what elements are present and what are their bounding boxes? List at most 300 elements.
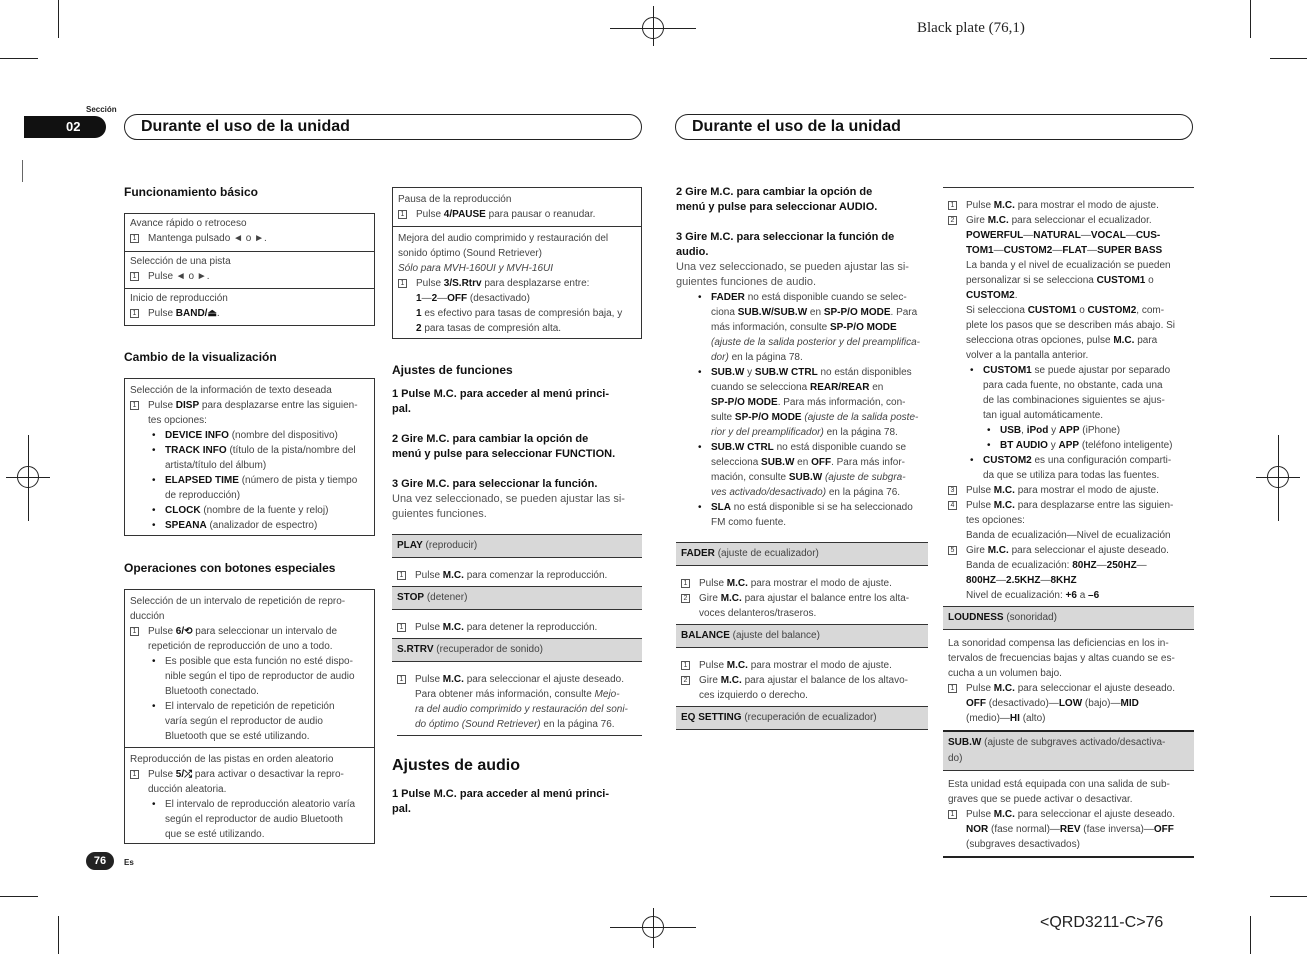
bold-term: 3/S.Rtrv [443, 278, 482, 289]
text-line: Mejo- [594, 689, 620, 700]
play-bar [392, 534, 642, 558]
text-line [676, 440, 928, 455]
page-header-right: Durante el uso de la unidad [675, 114, 1193, 140]
text-line: nible según el tipo de reproductor de audio [165, 671, 355, 682]
bold-term: OFF [811, 457, 832, 468]
step-number-icon: 1 [130, 272, 139, 281]
text-line [948, 807, 1189, 822]
text-line [130, 443, 369, 458]
text-line [397, 717, 642, 732]
text-line: Una vez seleccionado, se pueden ajustar las si- [676, 261, 909, 273]
text-line: — [1096, 560, 1107, 571]
bold-term: M.C. [1113, 335, 1135, 346]
text-line: rior y del preamplificador) [711, 427, 824, 438]
bold-term: NATURAL [1033, 230, 1081, 241]
text-line: dor) [711, 352, 729, 363]
text-line [681, 658, 928, 673]
text-line [681, 591, 928, 606]
text-line: en la página 76. [543, 719, 615, 730]
text-line: — [1023, 230, 1034, 241]
bold-term: REV [1059, 824, 1081, 835]
text-line [130, 654, 369, 669]
box-title: Selección de una pista [130, 256, 231, 267]
bold-term: 2 [416, 323, 422, 334]
text-line [676, 365, 928, 380]
text-line [681, 673, 928, 688]
text-line: (nombre de la fuente y reloj) [203, 505, 329, 516]
text-line: para detener la reproducción. [466, 622, 598, 633]
bold-term: +6 [1065, 590, 1077, 601]
bold-term: FLAT [1062, 245, 1088, 256]
text-line [397, 672, 642, 687]
bold-term: SUPER BASS [1097, 245, 1163, 256]
text-line: no están disponibles [820, 367, 912, 378]
text-line: . [216, 308, 220, 319]
bold-term: M.C. [987, 545, 1009, 556]
text-line: , [1021, 425, 1024, 436]
text-line: ra del audio comprimido y restauración del soni- [415, 704, 628, 715]
basic-operation-box [124, 213, 375, 326]
heading-special-buttons: Operaciones con botones especiales [124, 561, 336, 575]
text-line: — [437, 293, 448, 304]
bold-term: 2 [431, 293, 438, 304]
bold-term: CUSTOM2 [1003, 245, 1053, 256]
text-line [125, 289, 374, 325]
bold-term: CLOCK [165, 505, 201, 516]
text-line [125, 214, 374, 252]
text-line [125, 252, 374, 289]
text-line [943, 771, 1194, 858]
bold-term: PLAY [397, 540, 423, 551]
text-line [948, 453, 1194, 468]
bold-term: BAND/⏏ [175, 308, 217, 319]
text-line: Pulse [416, 278, 442, 289]
registration-circle [642, 17, 664, 39]
text-line [130, 518, 369, 533]
srtrv-bar [392, 638, 642, 662]
column-rule [943, 187, 1194, 188]
text-line: ves activado/desactivado) [711, 487, 827, 498]
text-line: varía según el reproductor de audio [165, 716, 323, 727]
registration-circle [1267, 466, 1289, 488]
text-line: personalizar si se selecciona [966, 275, 1094, 286]
audio-notes [676, 290, 928, 530]
text-line: (desactivado) [469, 293, 530, 304]
text-line: (analizador de espectro) [209, 520, 318, 531]
text-line: para tasas de compresión alta. [424, 323, 562, 334]
bold-term: M.C. [726, 578, 748, 589]
text-line: Bluetooth conectado. [165, 686, 259, 697]
function-intro [392, 492, 625, 522]
text-line [130, 503, 369, 518]
text-line [676, 425, 928, 440]
text-line [393, 188, 641, 227]
text-line: 3 Gire M.C. para seleccionar la función de [676, 231, 895, 243]
bold-term: 250HZ [1106, 560, 1137, 571]
text-line: en [872, 382, 884, 393]
bold-term: 800HZ [966, 575, 997, 586]
bold-term: SP-P/O MODE [823, 307, 891, 318]
step-number-icon: 1 [130, 770, 139, 779]
text-line [130, 231, 369, 246]
crop-mark [58, 916, 59, 954]
eq-setting-bar [676, 706, 928, 730]
crop-mark [1250, 0, 1251, 38]
heading-display-change: Cambio de la visualización [124, 350, 277, 364]
text-line [681, 576, 928, 591]
text-line: Pulse [148, 626, 174, 637]
text-line [130, 699, 369, 714]
text-line: do óptimo (Sound Retriever) [415, 719, 541, 730]
text-line: Pulse [148, 400, 174, 411]
text-line: guientes funciones. [392, 508, 487, 520]
margin-tick [22, 160, 23, 182]
text-line: . Para [890, 307, 918, 318]
text-line: pal. [392, 403, 411, 415]
text-line: según el reproductor de audio Bluetooth [165, 814, 343, 825]
heading-function-settings: Ajustes de funciones [392, 363, 513, 377]
bold-term: TOM1 [966, 245, 994, 256]
text-line: menú y pulse para seleccionar FUNCTION. [392, 448, 616, 460]
text-line: para ajustar el balance de los altavo- [744, 675, 909, 686]
bold-term: SUB.W [761, 457, 795, 468]
bold-term: BT AUDIO [1000, 440, 1048, 451]
text-line: da que se utiliza para todas las fuentes. [983, 470, 1160, 481]
text-line: do) [948, 753, 963, 764]
text-line: — [1087, 245, 1098, 256]
bold-term: APP [1058, 440, 1080, 451]
bold-term: M.C. [442, 674, 464, 685]
text-line: mación, consulte [711, 472, 787, 483]
stop-bar [392, 586, 642, 610]
text-line: . [1014, 290, 1018, 301]
text-line [948, 333, 1194, 348]
text-line: para seleccionar el ajuste deseado. [1017, 809, 1176, 820]
text-line [948, 243, 1194, 258]
audio-step-2 [676, 185, 877, 215]
text-line: para mostrar el modo de ajuste. [750, 660, 892, 671]
step-number-icon: 1 [681, 579, 690, 588]
text-line [948, 696, 1189, 711]
step-number-icon: 2 [681, 594, 690, 603]
text-line: o [1079, 305, 1085, 316]
text-line [397, 672, 642, 736]
step-number-icon: 4 [948, 501, 957, 510]
text-line: El intervalo de repetición de repetición [165, 701, 335, 712]
bold-term: 4/PAUSE [443, 209, 486, 220]
bold-term: SUB.W [788, 472, 823, 483]
text-line: sonido óptimo (Sound Retriever) [398, 248, 542, 259]
text-line: (desactivado)— [988, 698, 1059, 709]
bold-term: SUB.W/SUB.W [737, 307, 808, 318]
text-line: Pulse [148, 308, 174, 319]
text-line [125, 590, 374, 748]
text-line: Esta unidad está equipada con una salida de sub- [948, 779, 1170, 790]
text-line: para cada fuente, no obstante, cada una [983, 380, 1163, 391]
text-line: Gire [699, 593, 718, 604]
bold-term: M.C. [987, 215, 1009, 226]
text-line [130, 473, 369, 488]
text-line [676, 320, 928, 335]
text-line: — [1125, 230, 1136, 241]
text-line: Pulse [415, 570, 441, 581]
text-line: (número de pista y tiempo [241, 475, 358, 486]
bold-term: M.C. [720, 675, 742, 686]
text-line: Bluetooth que se esté utilizando. [165, 731, 310, 742]
section-number-badge: 02 [24, 116, 106, 138]
text-line: 2 Gire M.C. para cambiar la opción de [392, 433, 589, 445]
text-line: no está disponible cuando se selec- [747, 292, 907, 303]
text-line: menú y pulse para seleccionar AUDIO. [676, 201, 878, 213]
bold-term: SUB.W CTRL [711, 442, 774, 453]
text-line: (ajuste de la salida posterior y del preamplifica- [711, 337, 920, 348]
text-line: Pulse [416, 209, 442, 220]
text-line: audio. [676, 246, 709, 258]
text-line: tes opciones: [148, 415, 207, 426]
bold-term: S.RTRV [397, 644, 434, 655]
step-number-icon: 5 [948, 546, 957, 555]
text-line: para seleccionar el ajuste deseado. [466, 674, 625, 685]
text-line: ducción [130, 611, 165, 622]
crop-mark [0, 58, 38, 59]
heading-basic-operation: Funcionamiento básico [124, 185, 259, 199]
text-line: es una configuración comparti- [1034, 455, 1172, 466]
text-line [676, 305, 928, 320]
bold-term: 2.5KHZ [1006, 575, 1041, 586]
playback-box [392, 187, 642, 339]
registration-circle [17, 466, 39, 488]
text-line: . Para más información, con- [777, 397, 906, 408]
text-line: que se esté utilizando. [165, 829, 265, 840]
text-line [676, 350, 928, 365]
text-line: Sólo para MVH-160UI y MVH-16UI [398, 263, 554, 274]
text-line: Mantenga pulsado ◄ o ►. [148, 233, 267, 244]
text-line: (ajuste de subgra- [824, 472, 906, 483]
bold-term: SP-P/O MODE [734, 412, 802, 423]
text-line: Nivel de ecualización: [966, 590, 1063, 601]
bold-term: 1 [416, 308, 422, 319]
text-line: 1 Pulse M.C. para acceder al menú princi- [392, 388, 610, 400]
text-line: La banda y el nivel de ecualización se pueden [966, 260, 1171, 271]
fader-bar [676, 542, 928, 566]
step-number-icon: 2 [681, 676, 690, 685]
text-line: (título de la pista/nombre del [229, 445, 356, 456]
text-line: Banda de ecualización—Nivel de ecualización [966, 530, 1171, 541]
text-line: (recuperación de ecualizador) [744, 712, 877, 723]
text-line: selecciona [711, 457, 759, 468]
bold-term: SUB.W [711, 367, 745, 378]
text-line: (ajuste del balance) [732, 630, 820, 641]
step-number-icon: 1 [398, 210, 407, 219]
text-line: para [1137, 335, 1158, 346]
text-line: (subgraves desactivados) [966, 839, 1080, 850]
text-line: para seleccionar un intervalo de [195, 626, 338, 637]
bold-term: M.C. [993, 200, 1015, 211]
bold-term: 8KHZ [1050, 575, 1077, 586]
text-line: Pulse [699, 660, 725, 671]
text-line: Selección de un intervalo de repetición de repro- [130, 596, 346, 607]
audio-step-1 [392, 787, 609, 817]
text-line: — [1080, 230, 1091, 241]
text-line: Banda de ecualización: [966, 560, 1070, 571]
bold-term: SPEANA [165, 520, 207, 531]
bold-term: APP [1058, 425, 1080, 436]
text-line: (recuperador de sonido) [436, 644, 544, 655]
text-line: para mostrar el modo de ajuste. [1017, 200, 1159, 211]
function-list [392, 534, 642, 736]
bold-term: TRACK INFO [165, 445, 227, 456]
bold-term: CUSTOM1 [1096, 275, 1146, 286]
bold-term: M.C. [993, 485, 1015, 496]
text-line: Selección de la información de texto deseada [130, 385, 332, 396]
text-line [948, 483, 1194, 498]
text-line [398, 291, 636, 306]
bold-term: STOP [397, 592, 425, 603]
box-title: Avance rápido o retroceso [130, 218, 247, 229]
text-line: graves que se puede activar o desactivar. [948, 794, 1133, 805]
text-line: (ajuste de la salida poste- [804, 412, 919, 423]
text-line: FM como fuente. [711, 517, 787, 528]
text-line: a [1079, 590, 1086, 601]
page-number: 76 [86, 852, 114, 870]
text-line [130, 624, 369, 639]
text-line [125, 748, 374, 845]
step-number-icon: 1 [948, 810, 957, 819]
bold-term: DEVICE INFO [165, 430, 229, 441]
text-line [948, 303, 1194, 318]
bold-term: FADER [681, 548, 715, 559]
balance-bar [676, 624, 928, 648]
text-line [676, 410, 928, 425]
text-line [948, 588, 1194, 603]
bold-term: MID [1120, 698, 1139, 709]
bold-term: SP-P/O MODE [711, 397, 778, 408]
bold-term: SUB.W [948, 737, 982, 748]
text-line: (fase normal)— [991, 824, 1060, 835]
text-line: es efectivo para tasas de compresión baja, y [424, 308, 623, 319]
bold-term: LOW [1058, 698, 1083, 709]
text-line [948, 363, 1194, 378]
text-line: selecciona otras opciones, pulse [966, 335, 1111, 346]
text-line: — [1052, 245, 1063, 256]
crop-mark [1250, 916, 1251, 954]
text-line: Gire [966, 545, 985, 556]
text-line: Pulse [966, 683, 992, 694]
language-code: Es [124, 858, 134, 867]
audio-functions [676, 542, 928, 730]
text-line [130, 306, 369, 321]
text-line [676, 500, 928, 515]
text-line: para ajustar el balance entre los alta- [744, 593, 910, 604]
text-line: ciona [711, 307, 735, 318]
text-line: para pausar o reanudar. [488, 209, 596, 220]
text-line: El intervalo de reproducción aleatorio varía [165, 799, 356, 810]
text-line: — [993, 245, 1004, 256]
text-line: Pulse [415, 622, 441, 633]
text-line: cuando se selecciona [711, 382, 808, 393]
text-line [398, 276, 636, 291]
step-number-icon: 1 [397, 675, 406, 684]
step-2 [392, 432, 615, 462]
step-number-icon: 1 [948, 201, 957, 210]
text-line: tan igual automáticamente. [983, 410, 1104, 421]
text-line [948, 423, 1194, 438]
text-line: para activar o desactivar la repro- [194, 769, 344, 780]
text-line: (detener) [426, 592, 468, 603]
crop-mark [0, 896, 38, 897]
text-line: para comenzar la reproducción. [466, 570, 608, 581]
bold-term: CUSTOM1 [1027, 305, 1077, 316]
bold-term: CUSTOM2 [1087, 305, 1137, 316]
loudness-subw [943, 606, 1194, 858]
text-line [393, 227, 641, 339]
text-line: (iPhone) [1082, 425, 1121, 436]
bold-term: 1 [416, 293, 422, 304]
step-number-icon: 1 [130, 309, 139, 318]
text-line [948, 273, 1194, 288]
text-line: (bajo)— [1084, 698, 1121, 709]
special-buttons-box [124, 589, 375, 844]
text-line [130, 767, 369, 782]
text-line: en la página 78. [826, 427, 898, 438]
text-line: para mostrar el modo de ajuste. [1017, 485, 1159, 496]
text-line: o [1148, 275, 1154, 286]
text-line: (ajuste de ecualizador) [717, 548, 819, 559]
loudness-bar [943, 606, 1194, 630]
text-line: , com- [1136, 305, 1165, 316]
text-line [398, 306, 636, 321]
text-line [397, 568, 642, 583]
bold-term: M.C. [442, 622, 464, 633]
text-line: (teléfono inteligente) [1081, 440, 1173, 451]
bold-term: BALANCE [681, 630, 730, 641]
bold-term: CUS- [1135, 230, 1161, 241]
step-number-icon: 1 [397, 623, 406, 632]
step-number-icon: 1 [397, 571, 406, 580]
page-header-left: Durante el uso de la unidad [124, 114, 642, 140]
text-line [130, 269, 369, 284]
step-number-icon: 1 [948, 684, 957, 693]
bold-term: OFF [1153, 824, 1174, 835]
text-line: Para obtener más información, consulte [415, 689, 592, 700]
text-line [948, 498, 1194, 513]
text-line [125, 379, 374, 536]
text-line: (medio)— [966, 713, 1010, 724]
step-number-icon: 2 [948, 216, 957, 225]
bold-term: SP-P/O MODE [829, 322, 897, 333]
text-line [130, 428, 369, 443]
text-line [948, 573, 1194, 588]
step-number-icon: 1 [130, 234, 139, 243]
text-line: Gire [966, 215, 985, 226]
text-line: en la página 76. [828, 487, 901, 498]
text-line [676, 455, 928, 470]
text-line: cucha a un volumen bajo. [948, 668, 1062, 679]
text-line: para mostrar el modo de ajuste. [750, 578, 892, 589]
text-line: para desplazarse entre las siguien- [201, 400, 358, 411]
text-line: Pausa de la reproducción [398, 194, 512, 205]
bold-term: ELAPSED TIME [165, 475, 239, 486]
text-line: (nombre del dispositivo) [231, 430, 338, 441]
text-line: tes opciones: [966, 515, 1025, 526]
text-line [948, 822, 1189, 837]
bold-term: M.C. [442, 570, 464, 581]
text-line: en [809, 307, 822, 318]
text-line: sulte [711, 412, 733, 423]
box-title: Inicio de reproducción [130, 293, 228, 304]
bold-term: M.C. [993, 500, 1015, 511]
bold-term: NOR [966, 824, 989, 835]
